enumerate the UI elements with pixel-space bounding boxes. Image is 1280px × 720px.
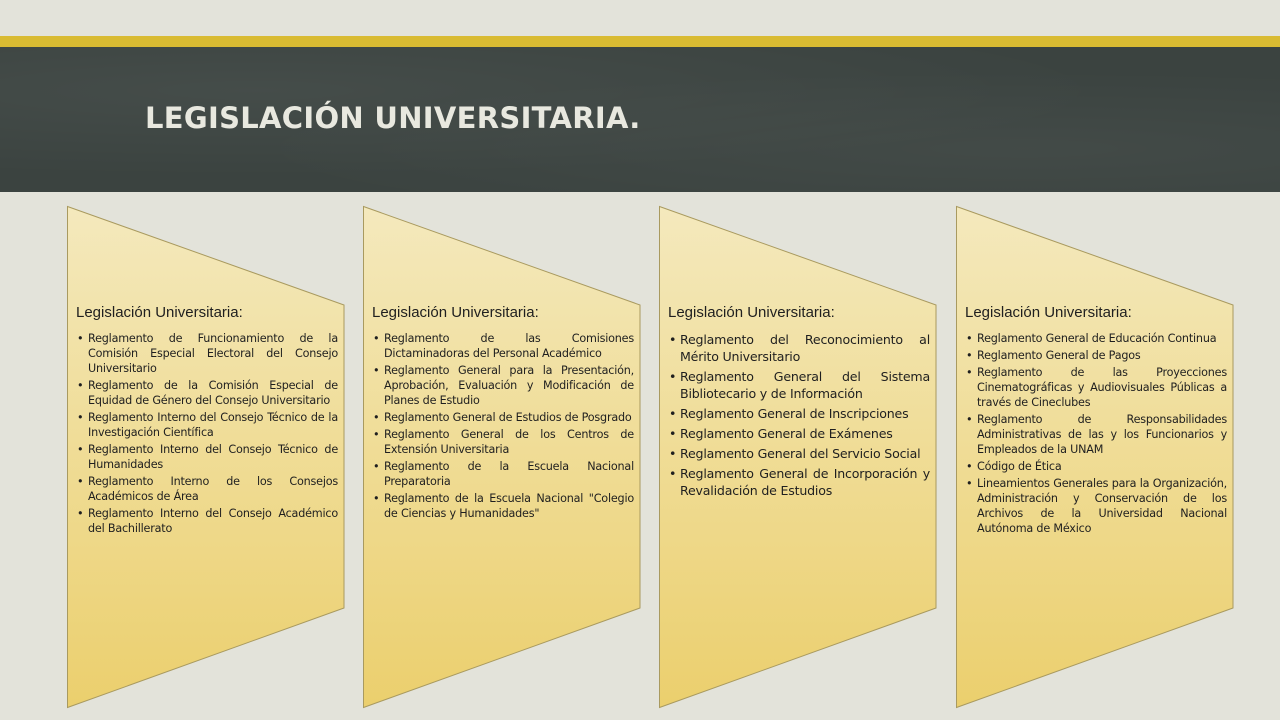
list-item: • Lineamientos Generales para la Organización, Administración y Conservación de los Archivos de la Universidad Nacional Autónoma de México <box>966 477 1227 535</box>
panel-heading: Legislación Universitaria: <box>372 304 539 321</box>
list-item: • Reglamento General de Estudios de Posgrado <box>373 411 632 424</box>
list-item: • Reglamento de la Escuela Nacional Preparatoria <box>373 460 634 488</box>
list-item: • Reglamento de la Escuela Nacional "Colegio de Ciencias y Humanidades" <box>373 492 634 520</box>
list-item: • Reglamento Interno de los Consejos Académicos de Área <box>77 475 338 503</box>
list-item: • Reglamento Interno del Consejo Académico del Bachillerato <box>77 507 338 535</box>
legislation-panel-3 <box>659 206 941 708</box>
list-item: • Reglamento Interno del Consejo Técnico de Humanidades <box>77 443 338 471</box>
list-item: • Reglamento del Reconocimiento al Mérito Universitario <box>669 332 930 364</box>
list-item: • Reglamento General de Educación Continua <box>966 332 1217 345</box>
list-item: • Reglamento de las Comisiones Dictaminadoras del Personal Académico <box>373 332 634 360</box>
list-item: • Reglamento General de Exámenes <box>669 426 893 441</box>
title-banner <box>0 47 1280 192</box>
list-item: • Reglamento de Responsabilidades Administrativas de las y los Funcionarios y Empleados de la UNAM <box>966 413 1227 456</box>
list-item: • Reglamento General de Pagos <box>966 349 1141 362</box>
list-item: • Reglamento General de Incorporación y Revalidación de Estudios <box>669 466 930 498</box>
list-item: • Código de Ética <box>966 460 1062 473</box>
list-item: • Reglamento de las Proyecciones Cinematográficas y Audiovisuales Públicas a través de Cineclubes <box>966 366 1227 409</box>
list-item: • Reglamento Interno del Consejo Técnico de la Investigación Científica <box>77 411 338 439</box>
list-item: • Reglamento de la Comisión Especial de Equidad de Género del Consejo Universitario <box>77 379 338 407</box>
panel-heading: Legislación Universitaria: <box>76 304 243 321</box>
legislation-panel-4 <box>956 206 1238 708</box>
legislation-panel-1 <box>67 206 349 708</box>
list-item: • Reglamento General de los Centros de Extensión Universitaria <box>373 428 634 456</box>
list-item: • Reglamento General del Servicio Social <box>669 446 921 461</box>
panel-heading: Legislación Universitaria: <box>965 304 1132 321</box>
accent-bar <box>0 36 1280 47</box>
list-item: • Reglamento de Funcionamiento de la Comisión Especial Electoral del Consejo Universitario <box>77 332 338 375</box>
panel-heading: Legislación Universitaria: <box>668 304 835 321</box>
list-item: • Reglamento General de Inscripciones <box>669 406 909 421</box>
list-item: • Reglamento General para la Presentación, Aprobación, Evaluación y Modificación de Planes de Estudio <box>373 364 634 407</box>
list-item: • Reglamento General del Sistema Bibliotecario y de Información <box>669 369 930 401</box>
legislation-panel-2 <box>363 206 645 708</box>
slide-title: LEGISLACIÓN UNIVERSITARIA. <box>145 101 641 135</box>
